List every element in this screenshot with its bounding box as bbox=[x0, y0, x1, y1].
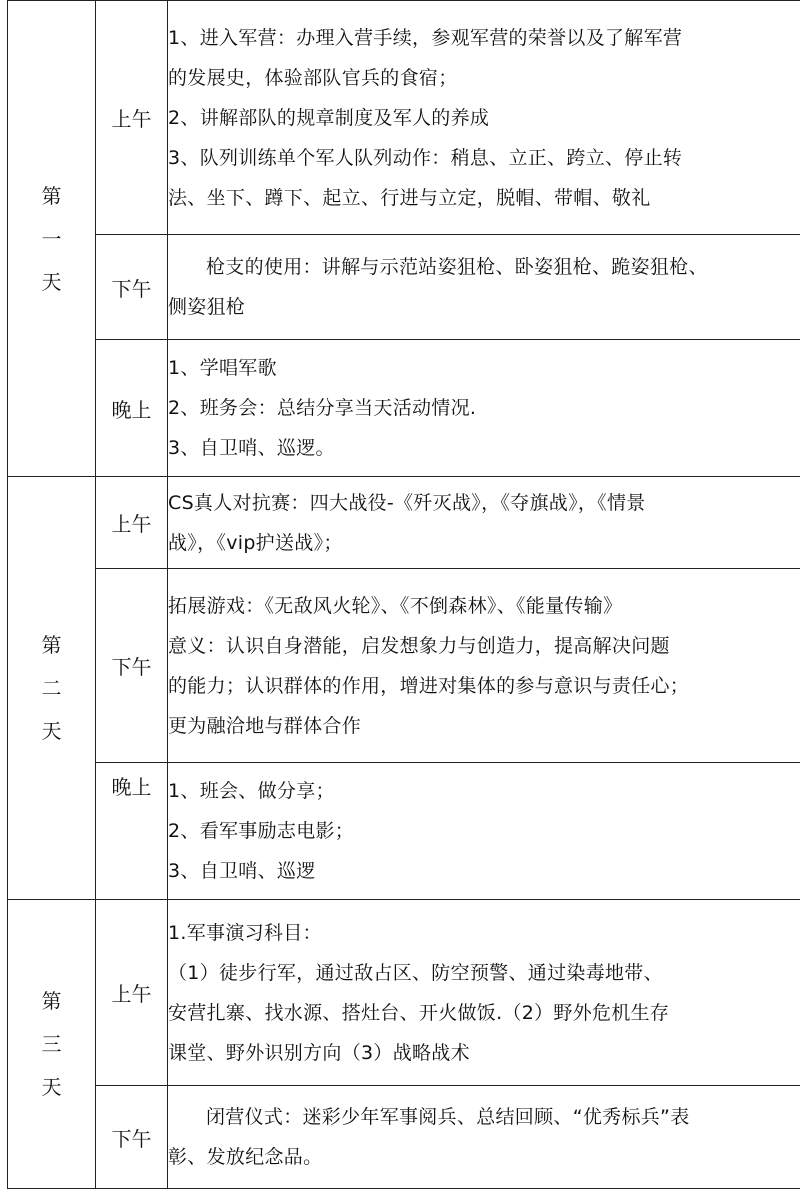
table-row bbox=[8, 900, 800, 1086]
content-line: 法、坐下、蹲下、起立、行进与立定，脱帽、带帽、敬礼 bbox=[168, 186, 651, 209]
content-line: 3、自卫哨、巡逻。 bbox=[168, 437, 335, 459]
day-1-morning-time: 上午 bbox=[96, 1, 168, 235]
day-1-morning-content bbox=[168, 1, 800, 235]
table-row bbox=[8, 235, 800, 340]
day-2-evening-time: 晚上 bbox=[96, 763, 168, 900]
content-line: 2、讲解部队的规章制度及军人的养成 bbox=[168, 106, 490, 129]
content-line: 的发展史，体验部队官兵的食宿； bbox=[168, 66, 458, 89]
schedule-table bbox=[7, 0, 800, 1189]
day-1-afternoon-content bbox=[168, 235, 800, 340]
content-line: 拓展游戏：《无敌风火轮》、《不倒森林》、《能量传输》 bbox=[168, 594, 623, 617]
table-row bbox=[8, 477, 800, 569]
day-3-afternoon-time: 下午 bbox=[96, 1086, 168, 1189]
content-line: 战》，《vip护送战》； bbox=[168, 531, 343, 554]
content-line: 3、自卫哨、巡逻 bbox=[168, 860, 316, 882]
content-line: 枪支的使用：讲解与示范站姿狙枪、卧姿狙枪、跪姿狙枪、 bbox=[206, 256, 708, 278]
content-line: 1.军事演习科目： bbox=[168, 921, 322, 944]
content-line: （1）徒步行军，通过敌占区、防空预警、通过染毒地带、 bbox=[168, 961, 663, 984]
content-line: 安营扎寨、找水源、搭灶台、开火做饭.（2）野外危机生存 bbox=[168, 1001, 670, 1024]
day-2-morning-content bbox=[168, 477, 800, 569]
day-2-evening-content bbox=[168, 763, 800, 900]
table-row bbox=[8, 1, 800, 235]
day-1-evening-time: 晚上 bbox=[96, 340, 168, 477]
content-line: 1、班会、做分享； bbox=[168, 780, 335, 802]
content-line: 意义：认识自身潜能，启发想象力与创造力，提高解决问题 bbox=[168, 634, 670, 657]
content-line: 的能力；认识群体的作用，增进对集体的参与意识与责任心； bbox=[168, 674, 690, 697]
day-1-evening-content bbox=[168, 340, 800, 477]
content-line: 闭营仪式：迷彩少年军事阅兵、总结回顾、“优秀标兵”表 bbox=[206, 1106, 690, 1128]
day-2-label: 第 二 天 bbox=[8, 477, 96, 900]
table-row bbox=[8, 340, 800, 477]
day-3-afternoon-content bbox=[168, 1086, 800, 1189]
table-row bbox=[8, 569, 800, 763]
content-line: 侧姿狙枪 bbox=[168, 296, 246, 318]
day-2-morning-time: 上午 bbox=[96, 477, 168, 569]
content-line: 2、班务会：总结分享当天活动情况. bbox=[168, 397, 477, 419]
content-line: 1、学唱军歌 bbox=[168, 357, 277, 379]
content-line: 课堂、野外识别方向（3）战略战术 bbox=[168, 1041, 470, 1064]
content-line: 3、队列训练单个军人队列动作：稍息、立正、跨立、停止转 bbox=[168, 146, 683, 169]
content-line: CS真人对抗赛：四大战役-《歼灭战》，《夺旗战》，《情景 bbox=[168, 491, 646, 514]
content-line: 彰、发放纪念品。 bbox=[168, 1146, 323, 1168]
day-1-afternoon-time: 下午 bbox=[96, 235, 168, 340]
day-3-label: 第 三 天 bbox=[8, 900, 96, 1189]
day-1-label: 第 一 天 bbox=[8, 1, 96, 477]
table-row bbox=[8, 1086, 800, 1189]
day-2-afternoon-time: 下午 bbox=[96, 569, 168, 763]
table-row bbox=[8, 763, 800, 900]
content-line: 2、看军事励志电影； bbox=[168, 820, 355, 842]
day-2-afternoon-content bbox=[168, 569, 800, 763]
day-3-morning-content bbox=[168, 900, 800, 1086]
day-3-morning-time: 上午 bbox=[96, 900, 168, 1086]
content-line: 更为融洽地与群体合作 bbox=[168, 714, 362, 737]
content-line: 1、进入军营：办理入营手续，参观军营的荣誉以及了解军营 bbox=[168, 26, 683, 49]
